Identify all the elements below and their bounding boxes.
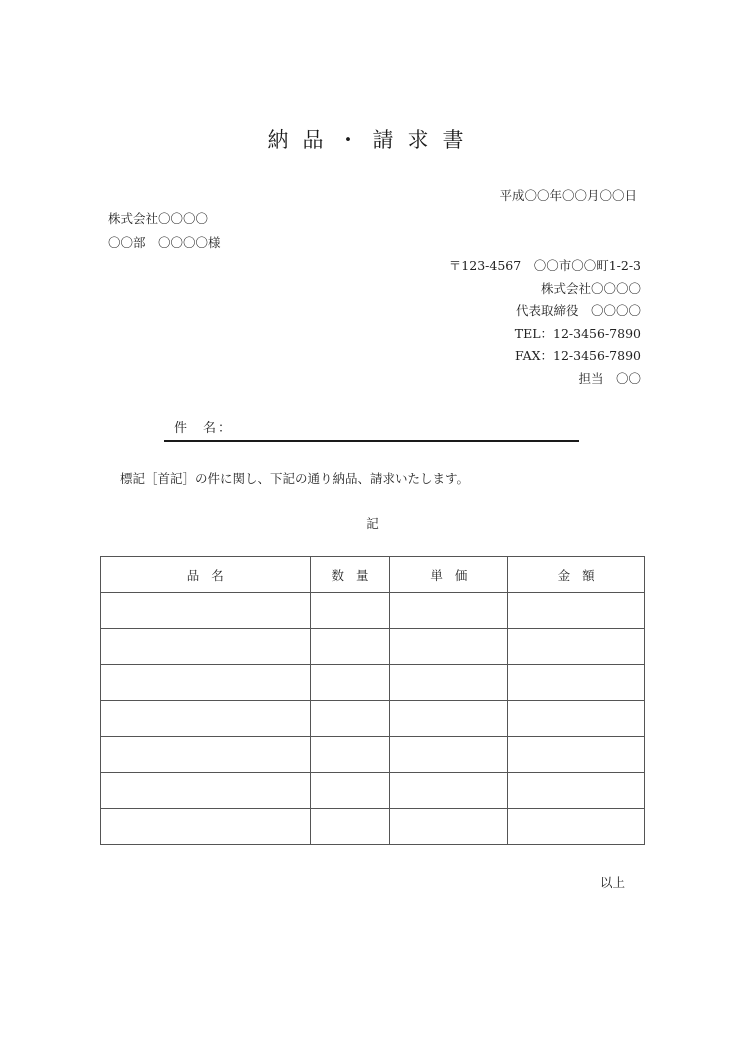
recipient-person: 〇〇部 〇〇〇〇様 — [108, 235, 221, 250]
cell-quantity[interactable] — [310, 737, 390, 773]
cell-unit-price[interactable] — [390, 593, 508, 629]
cell-unit-price[interactable] — [390, 629, 508, 665]
cell-quantity[interactable] — [310, 629, 390, 665]
cell-quantity[interactable] — [310, 665, 390, 701]
ki-heading: 記 — [366, 516, 379, 531]
cell-item-name[interactable] — [101, 593, 311, 629]
cell-item-name[interactable] — [101, 773, 311, 809]
sender-company: 株式会社〇〇〇〇 — [540, 281, 641, 296]
subject-label — [174, 417, 233, 436]
cell-amount[interactable] — [508, 629, 645, 665]
cell-quantity[interactable] — [310, 701, 390, 737]
cell-amount[interactable] — [508, 665, 645, 701]
cell-item-name[interactable] — [101, 665, 311, 701]
cell-item-name[interactable] — [101, 737, 311, 773]
sender-address: 〒123-4567 〇〇市〇〇町1-2-3 — [448, 258, 641, 273]
cell-item-name[interactable] — [101, 701, 311, 737]
intro-text: 標記［首記］の件に関し、下記の通り納品、請求いたします。 — [120, 471, 470, 486]
issue-date: 平成〇〇年〇〇月〇〇日 — [499, 188, 637, 203]
closing-text: 以上 — [599, 875, 625, 890]
cell-amount[interactable] — [508, 737, 645, 773]
cell-amount[interactable] — [508, 593, 645, 629]
sender-representative: 代表取締役 〇〇〇〇 — [515, 303, 641, 318]
table-header-row — [101, 557, 645, 593]
subject-label-part2: 名： — [203, 421, 234, 436]
recipient-company: 株式会社〇〇〇〇 — [108, 211, 209, 226]
header-item-name: 品名 — [101, 557, 311, 593]
sender-contact: 担当 〇〇 — [578, 371, 641, 386]
subject-underline — [164, 440, 579, 442]
cell-unit-price[interactable] — [390, 701, 508, 737]
sender-tel: TEL：12-3456-7890 — [514, 326, 641, 341]
table-row — [101, 737, 645, 773]
cell-amount[interactable] — [508, 809, 645, 845]
cell-quantity[interactable] — [310, 809, 390, 845]
cell-item-name[interactable] — [101, 629, 311, 665]
cell-quantity[interactable] — [310, 773, 390, 809]
table-row — [101, 809, 645, 845]
items-table — [100, 556, 645, 845]
cell-unit-price[interactable] — [390, 665, 508, 701]
cell-item-name[interactable] — [101, 809, 311, 845]
document-title: 納品・請求書 — [267, 128, 478, 152]
header-unit-price: 単価 — [390, 557, 508, 593]
cell-amount[interactable] — [508, 773, 645, 809]
table-row — [101, 773, 645, 809]
cell-quantity[interactable] — [310, 593, 390, 629]
cell-amount[interactable] — [508, 701, 645, 737]
table-row — [101, 593, 645, 629]
header-amount: 金額 — [508, 557, 645, 593]
cell-unit-price[interactable] — [390, 773, 508, 809]
cell-unit-price[interactable] — [390, 809, 508, 845]
sender-fax: FAX：12-3456-7890 — [515, 348, 641, 363]
subject-label-part1: 件 — [174, 421, 190, 436]
cell-unit-price[interactable] — [390, 737, 508, 773]
header-quantity: 数量 — [310, 557, 390, 593]
table-row — [101, 701, 645, 737]
table-row — [101, 665, 645, 701]
table-row — [101, 629, 645, 665]
